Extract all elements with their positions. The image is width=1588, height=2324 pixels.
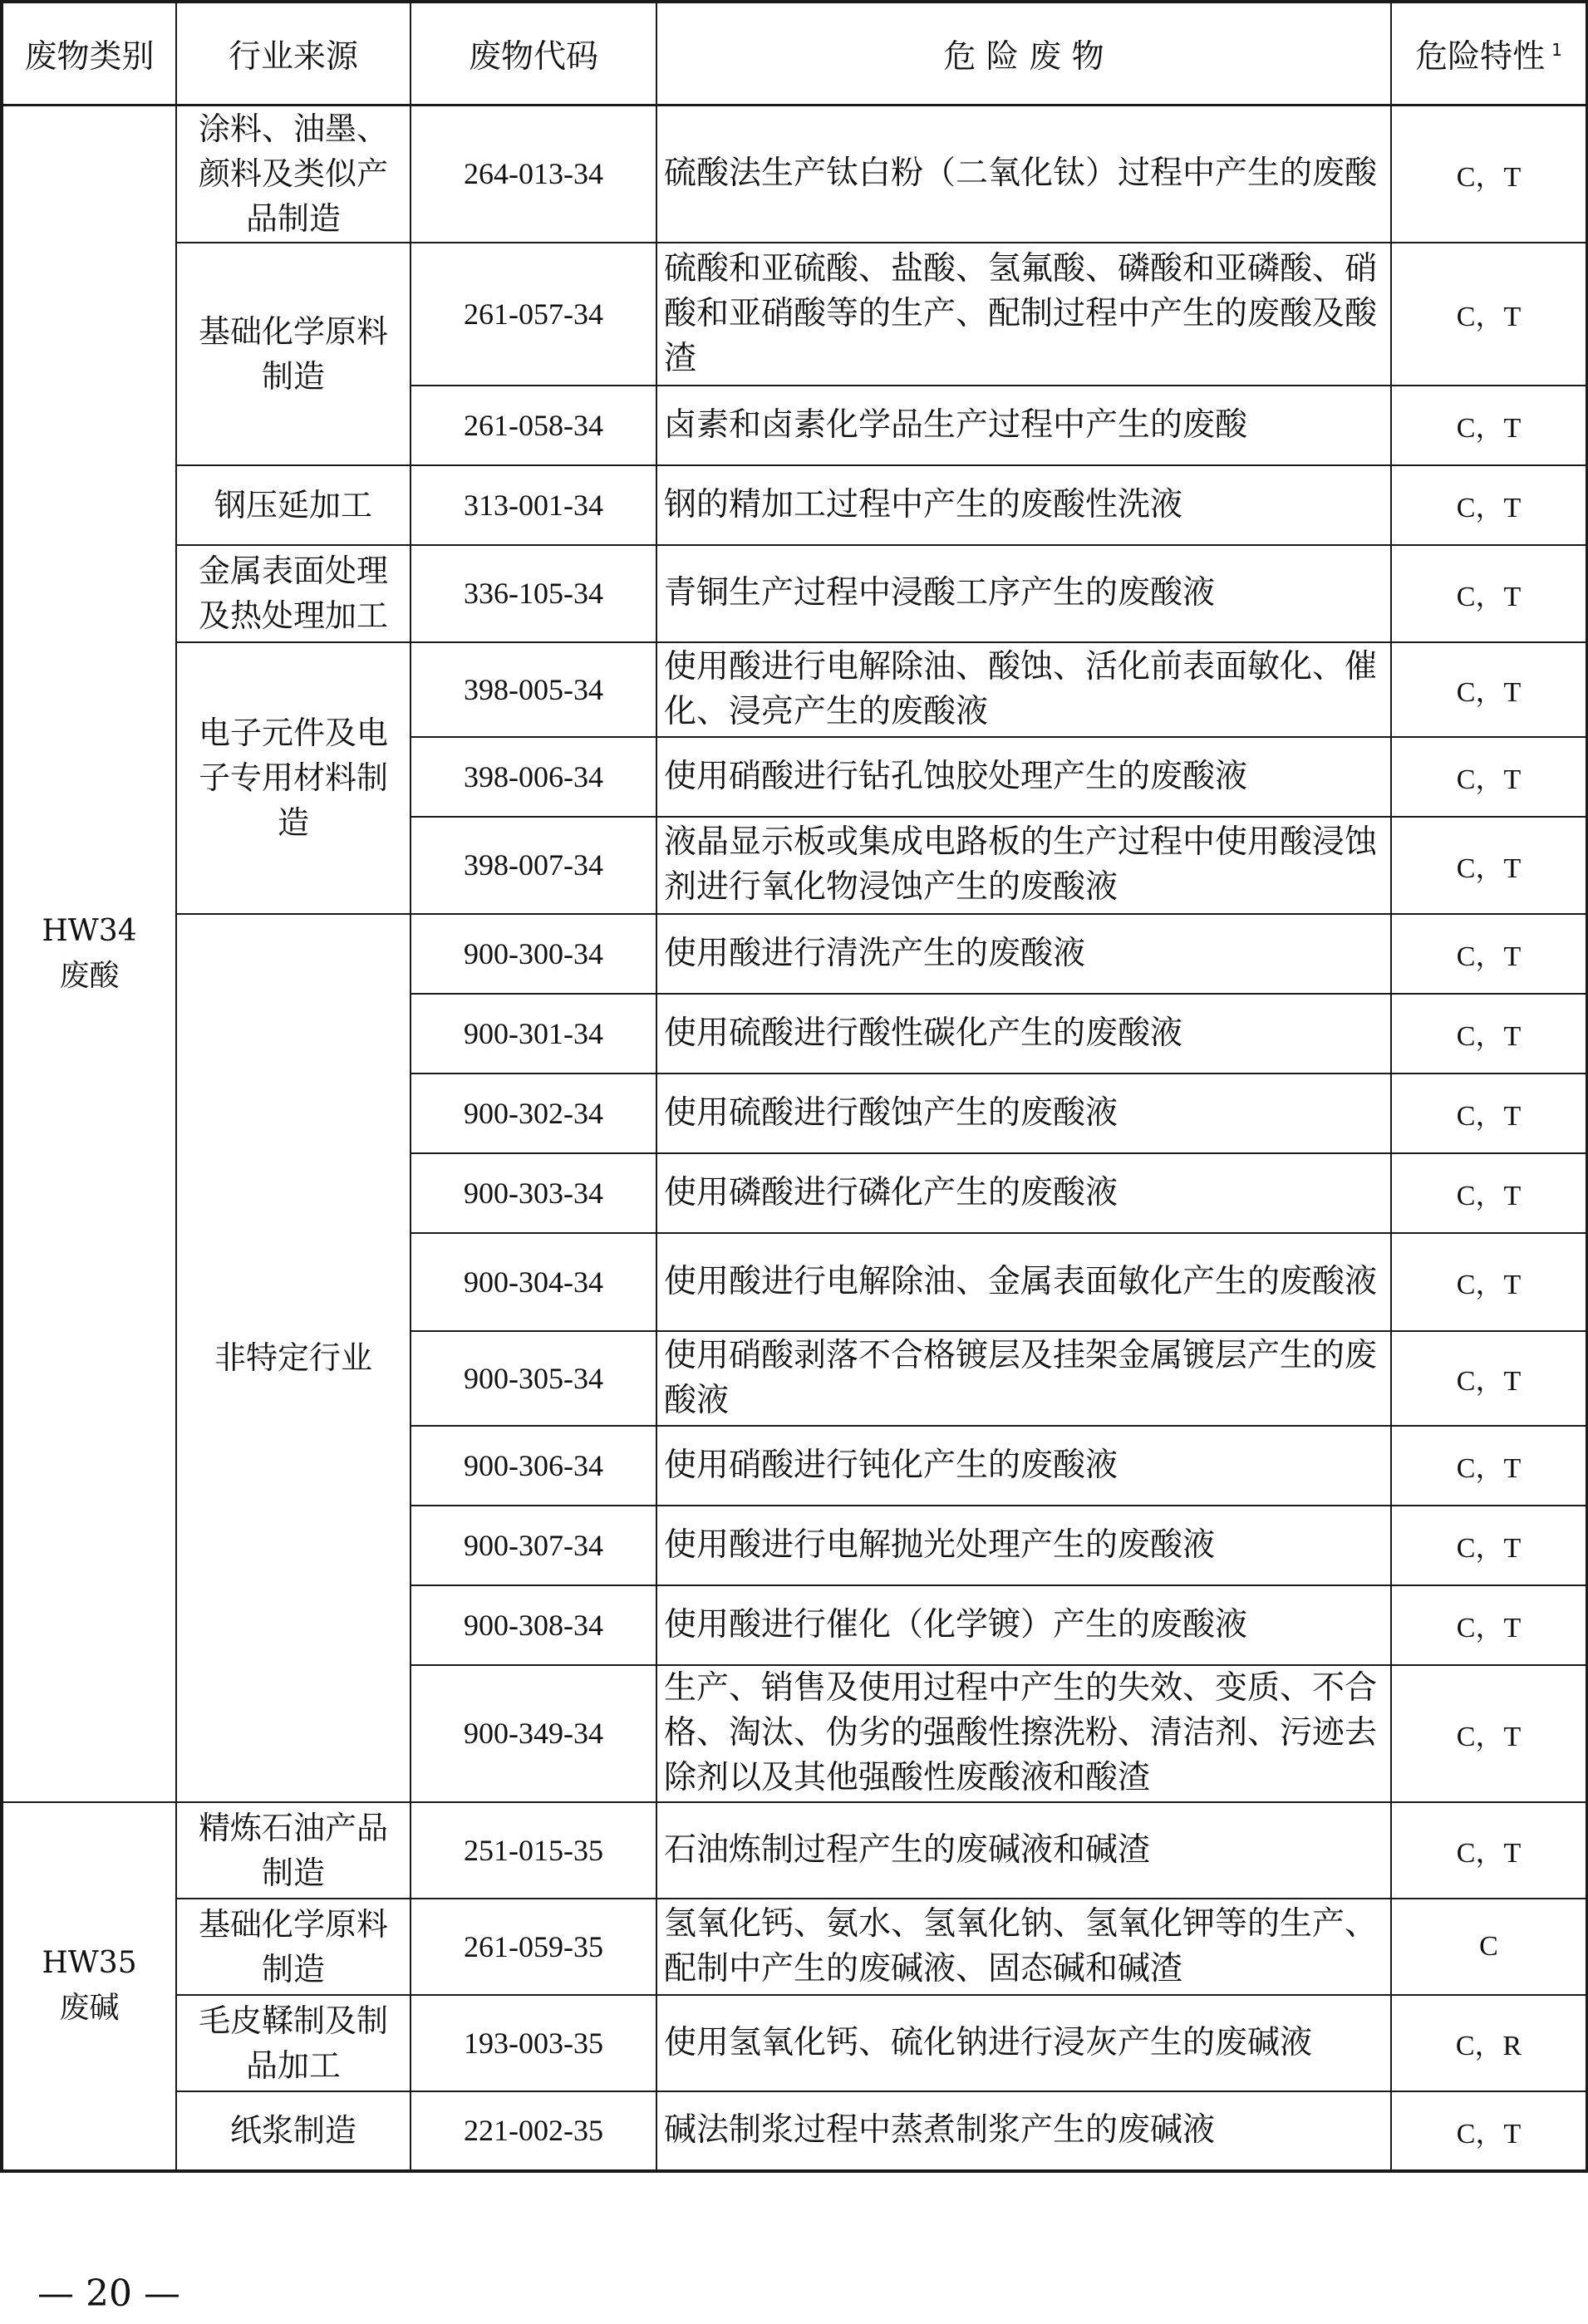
table-row [2, 1899, 1587, 1995]
hazard-footnote-mark: 1 [1551, 39, 1562, 60]
hazard-property-cell: C，T [1391, 994, 1587, 1074]
waste-code-cell: 313-001-34 [411, 465, 656, 545]
waste-code-cell: 251-015-35 [411, 1802, 656, 1899]
waste-code-cell: 900-308-34 [411, 1585, 656, 1665]
category-cell [2, 106, 176, 1802]
waste-description-cell: 石油炼制过程产生的废碱液和碱渣 [656, 1802, 1391, 1899]
hazard-property-cell: C，T [1391, 1233, 1587, 1331]
waste-description-cell: 使用硝酸剥落不合格镀层及挂架金属镀层产生的废酸液 [656, 1331, 1391, 1426]
waste-code-cell: 900-307-34 [411, 1506, 656, 1585]
waste-description-cell: 使用硫酸进行酸性碳化产生的废酸液 [656, 994, 1391, 1074]
waste-description-cell: 液晶显示板或集成电路板的生产过程中使用酸浸蚀剂进行氧化物浸蚀产生的废酸液 [656, 817, 1391, 914]
waste-description-cell: 使用酸进行电解抛光处理产生的废酸液 [656, 1506, 1391, 1585]
hazard-property-cell: C，T [1391, 1426, 1587, 1506]
category-code: HW34 [42, 913, 137, 948]
hazard-property-cell: C，T [1391, 737, 1587, 817]
table-row [2, 642, 1587, 737]
waste-code-cell: 900-303-34 [411, 1153, 656, 1233]
waste-description-cell: 使用硝酸进行钻孔蚀胶处理产生的废酸液 [656, 737, 1391, 817]
waste-description-cell: 硫酸法生产钛白粉（二氧化钛）过程中产生的废酸 [656, 106, 1391, 243]
table-row [2, 1802, 1587, 1899]
hazard-property-cell: C，T [1391, 914, 1587, 994]
table-header-row [2, 2, 1587, 106]
waste-code-cell: 261-059-35 [411, 1899, 656, 1995]
waste-code-cell: 261-057-34 [411, 243, 656, 386]
industry-source-cell: 涂料、油墨、颜料及类似产品制造 [176, 106, 411, 243]
hazard-property-cell: C，T [1391, 1153, 1587, 1233]
hazard-property-cell: C，T [1391, 1585, 1587, 1665]
industry-source-cell: 纸浆制造 [176, 2091, 411, 2171]
header-code: 废物代码 [411, 2, 656, 106]
header-hazard-label: 危险特性 [1415, 37, 1546, 76]
waste-code-cell: 900-301-34 [411, 994, 656, 1074]
table-row [2, 106, 1587, 243]
waste-description-cell: 使用硝酸进行钝化产生的废酸液 [656, 1426, 1391, 1506]
hazard-property-cell: C，T [1391, 817, 1587, 914]
header-waste: 危 险 废 物 [656, 2, 1391, 106]
hazard-property-cell: C，T [1391, 1802, 1587, 1899]
waste-description-cell: 使用酸进行电解除油、酸蚀、活化前表面敏化、催化、浸亮产生的废酸液 [656, 642, 1391, 737]
hazard-property-cell: C，T [1391, 1665, 1587, 1802]
waste-code-cell: 398-007-34 [411, 817, 656, 914]
hazard-property-cell: C，T [1391, 1506, 1587, 1585]
header-category: 废物类别 [2, 2, 176, 106]
waste-code-cell: 900-305-34 [411, 1331, 656, 1426]
hazard-property-cell: C，T [1391, 243, 1587, 386]
table-row [2, 465, 1587, 545]
hazard-property-cell: C，T [1391, 545, 1587, 642]
table-row [2, 545, 1587, 642]
category-cell [2, 1802, 176, 2171]
waste-code-cell: 900-304-34 [411, 1233, 656, 1331]
waste-description-cell: 钢的精加工过程中产生的废酸性洗液 [656, 465, 1391, 545]
industry-source-cell: 非特定行业 [176, 914, 411, 1802]
waste-description-cell: 使用硫酸进行酸蚀产生的废酸液 [656, 1074, 1391, 1153]
industry-source-cell: 金属表面处理及热处理加工 [176, 545, 411, 642]
waste-code-cell: 264-013-34 [411, 106, 656, 243]
waste-description-cell: 使用氢氧化钙、硫化钠进行浸灰产生的废碱液 [656, 1995, 1391, 2091]
waste-description-cell: 使用酸进行电解除油、金属表面敏化产生的废酸液 [656, 1233, 1391, 1331]
hazard-property-cell: C，R [1391, 1995, 1587, 2091]
waste-description-cell: 生产、销售及使用过程中产生的失效、变质、不合格、淘汰、伪劣的强酸性擦洗粉、清洁剂、污迹去除剂以及其他强酸性废酸液和酸渣 [656, 1665, 1391, 1802]
page-number: — 20 — [37, 2272, 180, 2315]
waste-code-cell: 900-302-34 [411, 1074, 656, 1153]
waste-code-cell: 336-105-34 [411, 545, 656, 642]
header-hazard [1391, 2, 1587, 106]
waste-description-cell: 氢氧化钙、氨水、氢氧化钠、氢氧化钾等的生产、配制中产生的废碱液、固态碱和碱渣 [656, 1899, 1391, 1995]
waste-code-cell: 900-349-34 [411, 1665, 656, 1802]
table-row [2, 1995, 1587, 2091]
waste-code-cell: 398-005-34 [411, 642, 656, 737]
hazard-property-cell: C [1391, 1899, 1587, 1995]
industry-source-cell: 毛皮鞣制及制品加工 [176, 1995, 411, 2091]
waste-code-cell: 193-003-35 [411, 1995, 656, 2091]
waste-description-cell: 卤素和卤素化学品生产过程中产生的废酸 [656, 386, 1391, 465]
hazard-property-cell: C，T [1391, 465, 1587, 545]
industry-source-cell: 钢压延加工 [176, 465, 411, 545]
waste-code-cell: 900-300-34 [411, 914, 656, 994]
hazard-property-cell: C，T [1391, 1074, 1587, 1153]
table-row [2, 2091, 1587, 2171]
category-code: HW35 [42, 1946, 137, 1980]
waste-description-cell: 使用磷酸进行磷化产生的废酸液 [656, 1153, 1391, 1233]
waste-description-cell: 硫酸和亚硫酸、盐酸、氢氟酸、磷酸和亚磷酸、硝酸和亚硝酸等的生产、配制过程中产生的废酸及酸渣 [656, 243, 1391, 386]
waste-description-cell: 碱法制浆过程中蒸煮制浆产生的废碱液 [656, 2091, 1391, 2171]
hazard-property-cell: C，T [1391, 386, 1587, 465]
hazard-property-cell: C，T [1391, 642, 1587, 737]
category-name: 废碱 [59, 1991, 120, 2025]
hazard-property-cell: C，T [1391, 1331, 1587, 1426]
waste-code-cell: 398-006-34 [411, 737, 656, 817]
table-row [2, 914, 1587, 994]
industry-source-cell: 基础化学原料制造 [176, 243, 411, 465]
hazard-property-cell: C，T [1391, 106, 1587, 243]
category-name: 废酸 [59, 958, 120, 993]
waste-description-cell: 青铜生产过程中浸酸工序产生的废酸液 [656, 545, 1391, 642]
waste-code-cell: 261-058-34 [411, 386, 656, 465]
industry-source-cell: 基础化学原料制造 [176, 1899, 411, 1995]
waste-code-cell: 221-002-35 [411, 2091, 656, 2171]
table-row [2, 243, 1587, 386]
waste-description-cell: 使用酸进行清洗产生的废酸液 [656, 914, 1391, 994]
waste-description-cell: 使用酸进行催化（化学镀）产生的废酸液 [656, 1585, 1391, 1665]
industry-source-cell: 精炼石油产品制造 [176, 1802, 411, 1899]
header-industry: 行业来源 [176, 2, 411, 106]
waste-code-cell: 900-306-34 [411, 1426, 656, 1506]
hazard-property-cell: C，T [1391, 2091, 1587, 2171]
industry-source-cell: 电子元件及电子专用材料制造 [176, 642, 411, 914]
